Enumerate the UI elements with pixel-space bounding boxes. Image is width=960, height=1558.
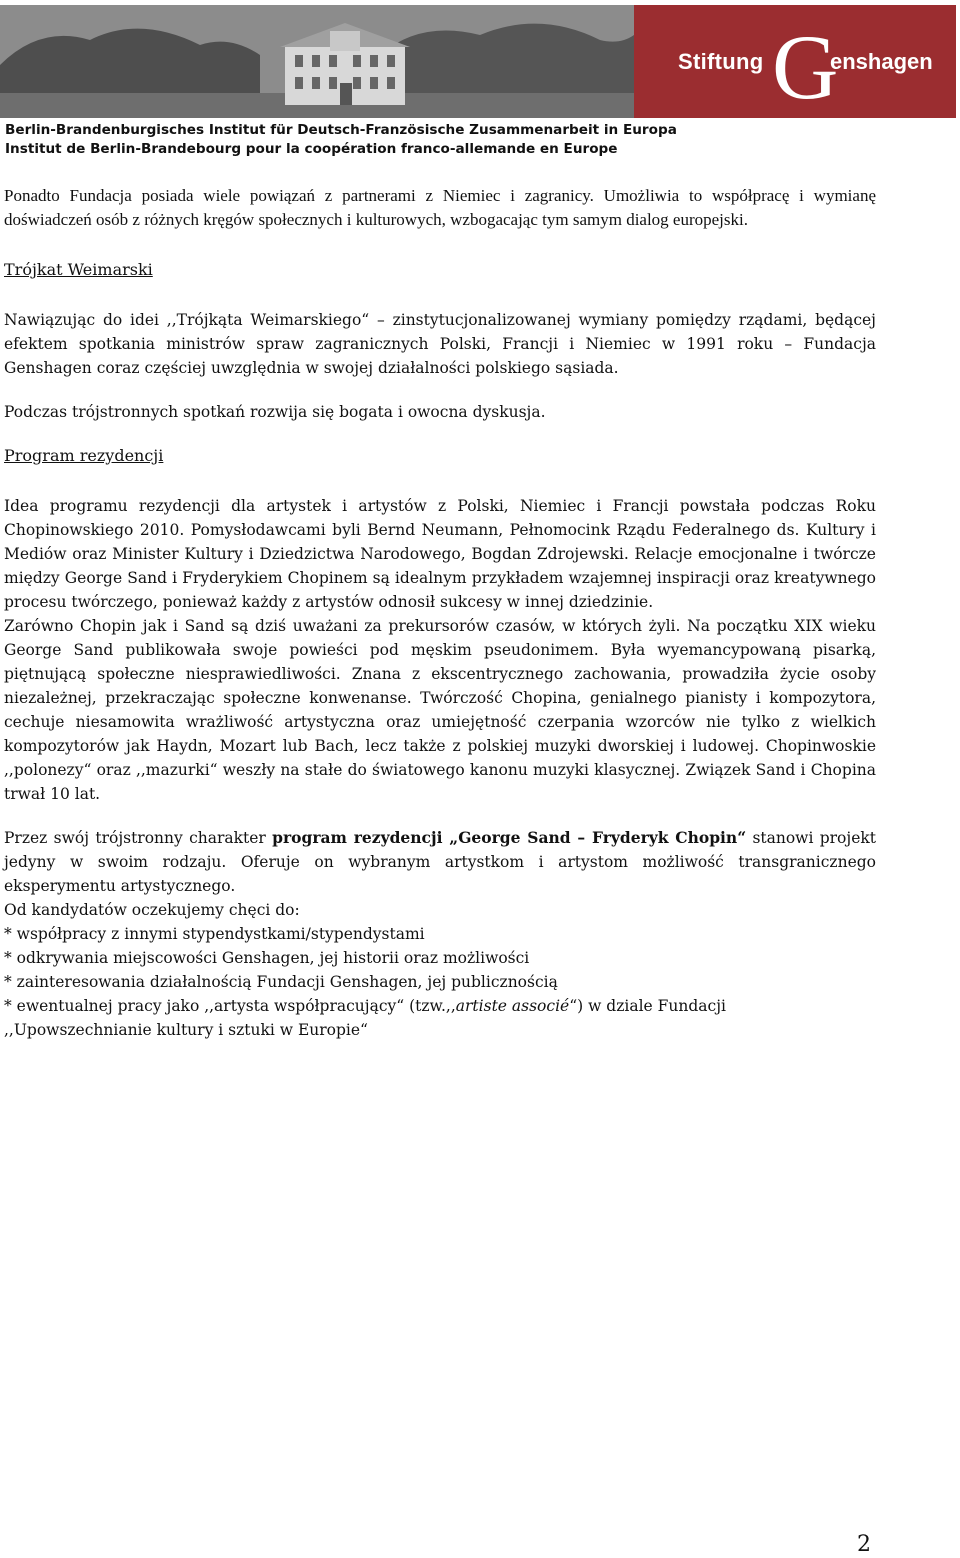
- list-item: * odkrywania miejscowości Genshagen, jej historii oraz możliwości: [4, 949, 530, 967]
- candidates-intro: Od kandydatów oczekujemy chęci do:: [4, 901, 300, 919]
- list-item-text-after: “) w dziale Fundacji: [569, 997, 726, 1015]
- weimar-paragraph-1: Nawiązując do idei ,,Trójkąta Weimarskiego“ – zinstytucjonalizowanej wymiany pomiędzy rządami, będącej efektem spotkania ministrów spraw zagranicznych Polski, Francji i Niemiec w 1991 roku – Fundacja Genshagen coraz częściej uwzględnia w swojej działalności polskiego sąsiada.: [4, 311, 876, 377]
- weimar-paragraph-2: Podczas trójstronnych spotkań rozwija się bogata i owocna dyskusja.: [4, 403, 546, 421]
- section-heading-residency: Program rezydencji: [4, 446, 164, 465]
- institute-name-german: Berlin-Brandenburgisches Institut für Deutsch-Französische Zusammenarbeit in Europa: [5, 122, 677, 138]
- intro-paragraph: Ponadto Fundacja posiada wiele powiązań z partnerami z Niemiec i zagranicy. Umożliwia to współpracę i wymianę doświadczeń osób z różnych kręgów społecznych i kulturowych, wzbogacając tym samym dialog europejski.: [4, 186, 876, 229]
- program-name-bold: program rezydencji „George Sand – Fryderyk Chopin“: [272, 828, 747, 847]
- page-number: 2: [857, 1532, 871, 1557]
- list-item-continuation: ,,Upowszechnianie kultury i sztuki w Europie“: [4, 1021, 368, 1039]
- p3-text-after: stanowi projekt jedyny w swoim rodzaju. Oferuje on wybranym artystkom i artystom możliwość transgranicznego eksperymentu artystycznego.: [4, 829, 876, 895]
- expectations-list: [4, 922, 876, 1042]
- logo-initial: G: [772, 16, 839, 118]
- list-item: * współpracy z innymi stypendystkami/stypendystami: [4, 925, 425, 943]
- list-item-text-before: * ewentualnej pracy jako ,,artysta współpracujący“ (tzw.,,: [4, 997, 456, 1015]
- stiftung-genshagen-logo: [634, 5, 956, 118]
- palace-illustration: [0, 5, 634, 118]
- residency-paragraph-3: [4, 826, 876, 898]
- logo-genshagen-text: enshagen: [830, 49, 933, 74]
- p3-text-before: Przez swój trójstronny charakter: [4, 829, 273, 847]
- palace-photo: [0, 5, 634, 118]
- header-banner: [0, 0, 960, 118]
- residency-paragraph-2: Zarówno Chopin jak i Sand są dziś uważani za prekursorów czasów, w których żyli. Na początku XIX wieku George Sand publikowała swoje powieści pod męskim pseudonimem. Była wyemancypowaną pisarką, piętnującą społeczne niesprawiedliwości. Znana z ekscentrycznego zachowania, prowadziła życie osoby niezależnej, przekraczając społeczne konwenanse. Twórczość Chopina, genialnego pianisty i kompozytora, cechuje niesamowita wrażliwość artystyczna oraz umiejętność czerpania wzorców nie tylko z wielkich kompozytorów jak Haydn, Mozart lub Bach, lecz także z polskiej muzyki dworskiej i ludowej. Chopinwoskie ,,polonezy“ oraz ,,mazurki“ weszły na stałe do światowego kanonu muzyki klasycznej. Związek Sand i Chopina trwał 10 lat.: [4, 617, 876, 803]
- logo-stiftung-text: Stiftung: [678, 49, 764, 74]
- artiste-associe-italic: artiste associé: [455, 997, 570, 1015]
- residency-paragraph-1: Idea programu rezydencji dla artystek i artystów z Polski, Niemiec i Francji powstała podczas Roku Chopinowskiego 2010. Pomysłodawcami byli Bernd Neumann, Pełnomocink Rządu Federalnego ds. Kultury i Mediów oraz Minister Kultury i Dziedzictwa Narodowego, Bogdan Zdrojewski. Relacje emocjonalne i twórcze między George Sand i Fryderykiem Chopinem są idealnym przykładem wzajemnej inspiracji oraz kreatywnego procesu twórczego, ponieważ każdy z artystów odnosił sukcesy w innej dziedzinie.: [4, 497, 876, 611]
- institute-name-french: Institut de Berlin-Brandebourg pour la coopération franco-allemande en Europe: [5, 141, 618, 157]
- list-item: [4, 994, 876, 1018]
- document-body: [4, 184, 876, 1042]
- section-heading-weimar: Trójkat Weimarski: [4, 260, 153, 279]
- list-item: * zainteresowania działalnością Fundacji Genshagen, jej publicznością: [4, 973, 558, 991]
